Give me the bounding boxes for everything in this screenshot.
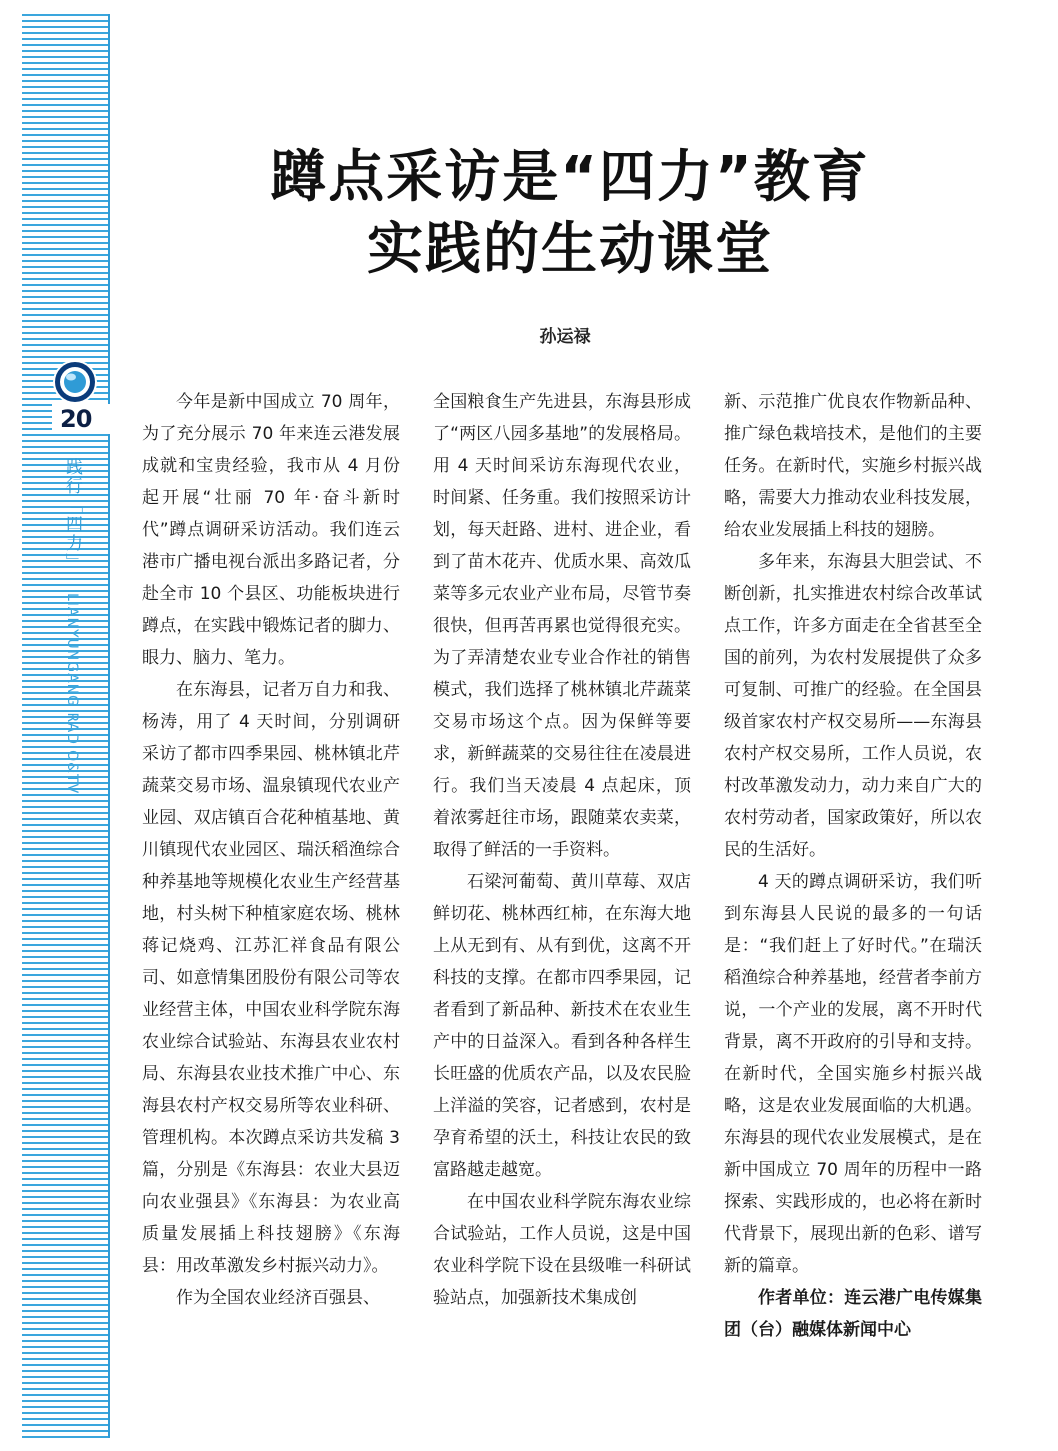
text-column-3	[724, 386, 982, 1346]
paragraph: 石梁河葡萄、黄川草莓、双店鲜切花、桃林西红柿，在东海大地上从无到有、从有到优，这离不开科技的支撑。在都市四季果园，记者看到了新品种、新技术在农业生产中的日益深入。看到各种各样生长旺盛的优质农产品，以及农民脸上洋溢的笑容，记者感到，农村是孕育希望的沃土，科技让农民的致富路越走越宽。	[433, 872, 691, 1180]
page-number: 20	[52, 404, 116, 434]
article-title-line-2: 实践的生动课堂	[367, 217, 773, 282]
article-title-line-1: 蹲点采访是“四力”教育	[270, 145, 870, 210]
paragraph: 全国粮食生产先进县，东海县形成了“两区八园多基地”的发展格局。用 4 天时间采访东海现代农业，时间紧、任务重。我们按照采访计划，每天赶路、进村、进企业，看到了苗木花卉、优质水果、高效瓜菜等多元农业产业布局，尽管节奏很快，但再苦再累也觉得很充实。为了弄清楚农业专业合作社的销售模式，我们选择了桃林镇北芹蔬菜交易市场这个点。因为保鲜等要求，新鲜蔬菜的交易往往在凌晨进行。我们当天凌晨 4 点起床，顶着浓雾赶往市场，跟随菜农卖菜，取得了鲜活的一手资料。	[433, 392, 691, 860]
paragraph: 今年是新中国成立 70 周年，为了充分展示 70 年来连云港发展成就和宝贵经验，我市从 4 月份起开展“壮丽 70 年·奋斗新时代”蹲点调研采访活动。我们连云港市广播电视台派出多路记者，分赴全市 10 个县区、功能板块进行蹲点，在实践中锻炼记者的脚力、眼力、脑力、笔力。	[142, 392, 400, 668]
section-label-cn: 践行「四力」	[62, 458, 82, 572]
article-body	[142, 386, 984, 1386]
globe-ring-icon	[50, 358, 100, 406]
article-title	[140, 142, 1000, 286]
paragraph: 新、示范推广优良农作物新品种、推广绿色栽培技术，是他们的主要任务。在新时代，实施乡村振兴战略，需要大力推动农业科技发展，给农业发展插上科技的翅膀。	[724, 392, 982, 540]
paragraph: 多年来，东海县大胆尝试、不断创新，扎实推进农村综合改革试点工作，许多方面走在全省甚至全国的前列，为农村发展提供了众多可复制、可推广的经验。在全国县级首家农村产权交易所——东海县农村产权交易所，工作人员说，农村改革激发动力，动力来自广大的农村劳动者，国家政策好，所以农民的生活好。	[724, 552, 982, 860]
paragraph: 在东海县，记者万自力和我、杨涛，用了 4 天时间，分别调研采访了都市四季果园、桃林镇北芹蔬菜交易市场、温泉镇现代农业产业园、双店镇百合花种植基地、黄川镇现代农业园区、瑞沃稻渔综合种养基地等规模化农业生产经营基地，村头树下种植家庭农场、桃林蒋记烧鸡、江苏汇祥食品有限公司、如意情集团股份有限公司等农业经营主体，中国农业科学院东海农业综合试验站、东海县农业农村局、东海县农业技术推广中心、东海县农村产权交易所等农业科研、管理机构。本次蹲点采访共发稿 3 篇，分别是《东海县：农业大县迈向农业强县》《东海县：为农业高质量发展插上科技翅膀》《东海县：用改革激发乡村振兴动力》。	[142, 680, 400, 1276]
author-affiliation: 作者单位：连云港广电传媒集团（台）融媒体新闻中心	[724, 1288, 982, 1340]
stripe-bar-edge	[108, 14, 110, 1438]
paragraph: 在中国农业科学院东海农业综合试验站，工作人员说，这是中国农业科学院下设在县级唯一科研试验站点，加强新技术集成创	[433, 1192, 691, 1308]
paragraph: 作为全国农业经济百强县、	[176, 1288, 380, 1308]
section-side-label	[62, 458, 82, 795]
paragraph: 4 天的蹲点调研采访，我们听到东海县人民说的最多的一句话是：“我们赶上了好时代。”在瑞沃稻渔综合种养基地，经营者李前方说，一个产业的发展，离不开时代背景，离不开政府的引导和支持。在新时代，全国实施乡村振兴战略，这是农业发展面临的大机遇。东海县的现代农业发展模式，是在新中国成立 70 周年的历程中一路探索、实践形成的，也必将在新时代背景下，展现出新的色彩、谱写新的篇章。	[724, 872, 982, 1276]
article-author: 孙运禄	[539, 327, 591, 347]
text-column-2	[433, 386, 691, 1314]
text-column-1	[142, 386, 400, 1314]
section-label-en: LIANYUNGANG RADIO&TV	[64, 593, 80, 795]
